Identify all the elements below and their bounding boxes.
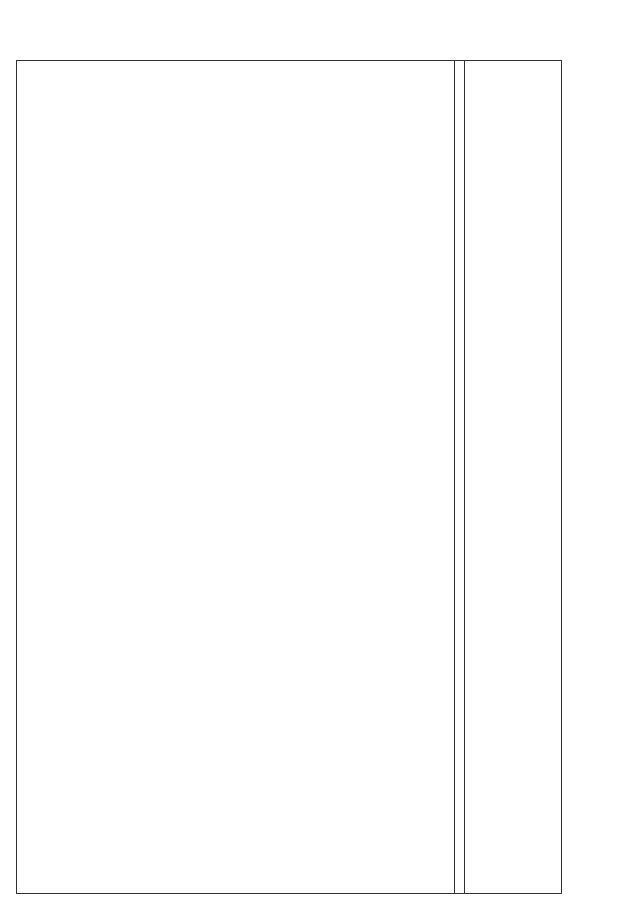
repair-plan-table — [16, 60, 562, 894]
column-number-row — [454, 61, 465, 893]
table-header — [464, 61, 561, 893]
